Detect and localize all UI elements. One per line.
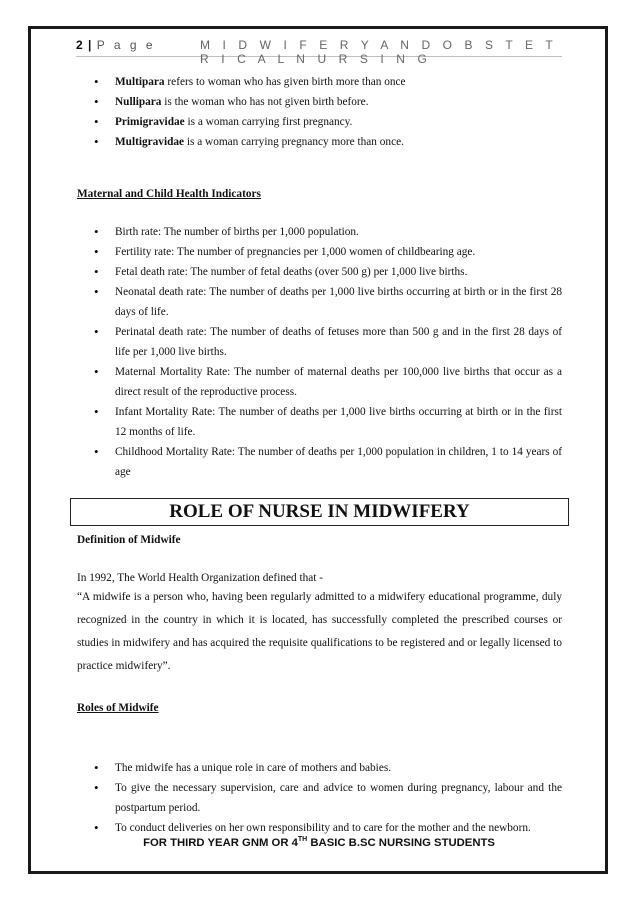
list-item [77, 132, 562, 152]
list-item: • Childhood Mortality Rate: The number of deaths per 1,000 population in children, 1 to 14 years of age [77, 442, 562, 482]
list-item: • Perinatal death rate: The number of deaths of fetuses more than 500 g and in the first 28 days of life per 1,000 live births. [77, 322, 562, 362]
term-text: is a woman carrying pregnancy more than once. [184, 136, 404, 148]
list-item [77, 112, 562, 132]
page-content [77, 70, 562, 838]
list-item: • Maternal Mortality Rate: The number of maternal deaths per 100,000 live births that occur as a direct result of the reproductive process. [77, 362, 562, 402]
list-item: • To conduct deliveries on her own responsibility and to care for the mother and the newborn. [77, 818, 562, 838]
term-text: refers to woman who has given birth more than once [164, 76, 406, 88]
term-primigravidae: Primigravidae [115, 116, 185, 128]
indicators-heading: Maternal and Child Health Indicators [77, 188, 261, 200]
page-footer [0, 836, 638, 849]
page-number [76, 38, 156, 52]
definition-heading: Definition of Midwife [77, 534, 181, 546]
role-section-title: ROLE OF NURSE IN MIDWIFERY [70, 498, 569, 526]
term-multigravidae: Multigravidae [115, 136, 185, 148]
term-nullipara: Nullipara [115, 96, 162, 108]
indicators-list [77, 222, 562, 482]
page-label: P a g e [96, 38, 156, 52]
list-item: • The midwife has a unique role in care of mothers and babies. [77, 758, 562, 778]
definition-quote: “A midwife is a person who, having been regularly admitted to a midwifery educational programme, duly recognized in the country in which it is located, has successfully completed the prescribed courses or studies in midwifery and has acquired the requisite qualifications to be registered and or legally licensed to practice midwifery”. [77, 591, 562, 672]
header-title: M I D W I F E R Y A N D O B S T E T R I C A L N U R S I N G [200, 38, 558, 66]
definition-intro: In 1992, The World Health Organization defined that - [77, 572, 323, 584]
list-item: • Infant Mortality Rate: The number of deaths per 1,000 live births occurring at birth or in the first 12 months of life. [77, 402, 562, 442]
list-item: • Neonatal death rate: The number of deaths per 1,000 live births occurring at birth or in the first 28 days of life. [77, 282, 562, 322]
list-item: • Fertility rate: The number of pregnancies per 1,000 women of childbearing age. [77, 242, 562, 262]
list-item: • To give the necessary supervision, care and advice to women during pregnancy, labour and the postpartum period. [77, 778, 562, 818]
footer-superscript: TH [297, 836, 308, 843]
list-item [77, 92, 562, 112]
terms-list [77, 72, 562, 152]
page-separator: | [88, 38, 93, 52]
term-text: is the woman who has not given birth before. [161, 96, 369, 108]
footer-text-end: BASIC B.SC NURSING STUDENTS [307, 837, 495, 849]
list-item [77, 72, 562, 92]
page-header [76, 38, 562, 66]
term-multipara: Multipara [115, 76, 165, 88]
footer-text: FOR THIRD YEAR GNM OR 4 [143, 837, 298, 849]
list-item: • Fetal death rate: The number of fetal deaths (over 500 g) per 1,000 live births. [77, 262, 562, 282]
list-item: • Birth rate: The number of births per 1,000 population. [77, 222, 562, 242]
page-number-value: 2 [76, 38, 84, 52]
roles-heading: Roles of Midwife [77, 702, 159, 714]
term-text: is a woman carrying first pregnancy. [184, 116, 353, 128]
roles-list [77, 758, 562, 838]
